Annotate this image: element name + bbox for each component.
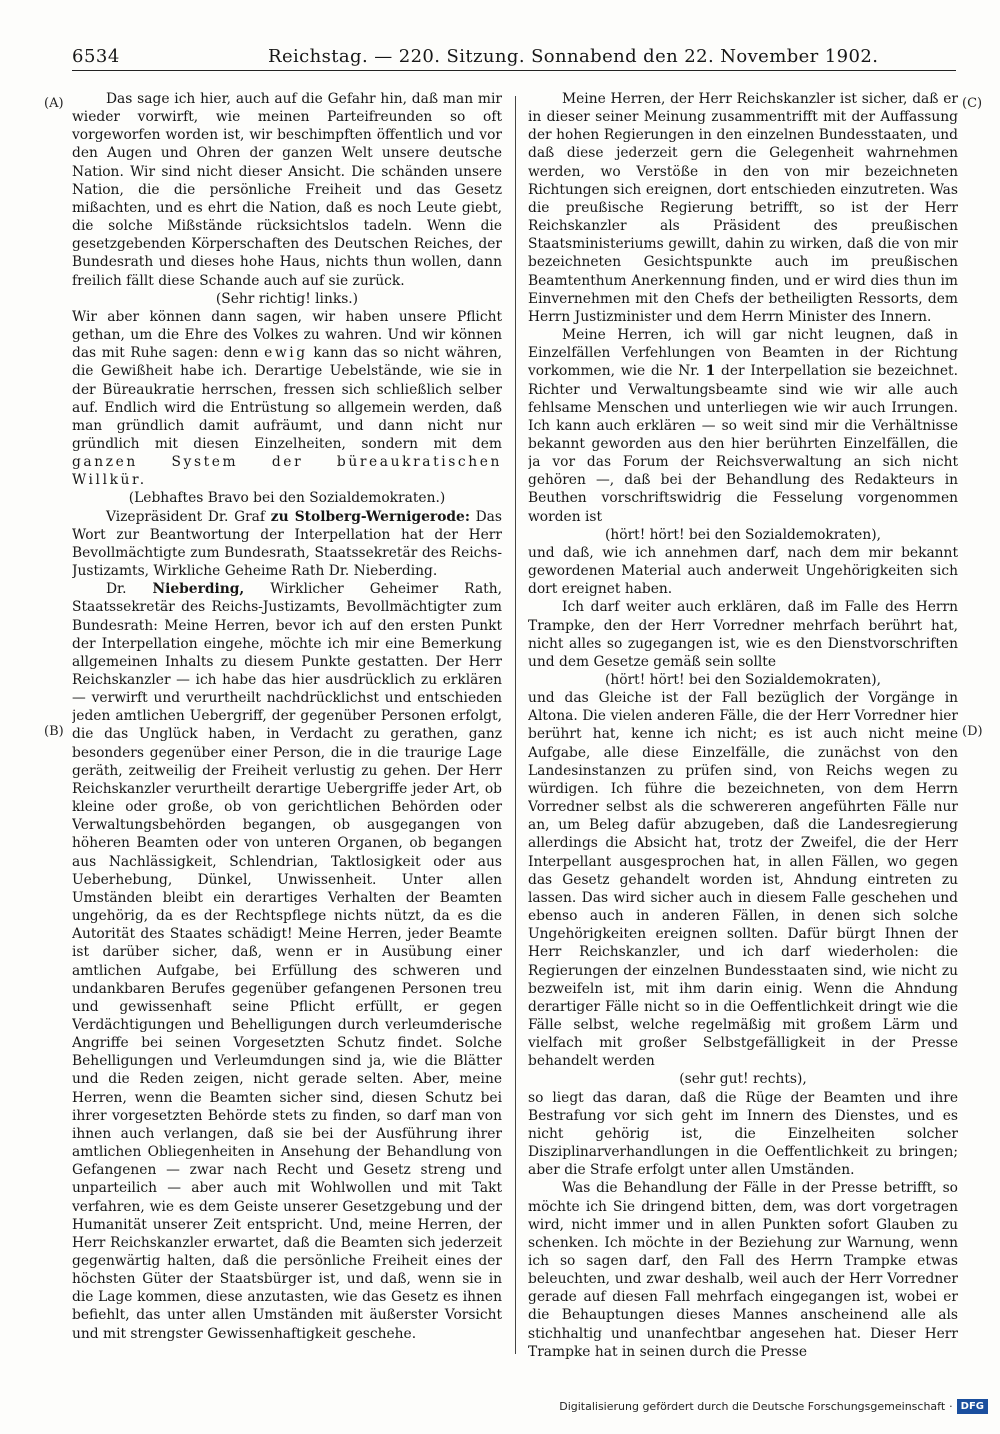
paragraph: Meine Herren, der Herr Reichskanzler ist sicher, daß er in dieser seiner Meinung zusammentrifft mit der Auffassung der hohen Regierungen in den einzelnen Bundesstaaten, und daß diese jederzeit gern die Gelegenheit wahrnehmen werden, wo Verstöße in den von mir bezeichneten Richtungen sich ereignen, dort entschieden einzutreten. Was die preußische Regierung betrifft, so ist der Herr Reichskanzler als Präsident des preußischen Staatsministeriums gewillt, dahin zu wirken, daß die von mir bezeichneten Gesichtspunkte auch im preußischen Beamtenthum Anerkennung finden, und er wird dies thun im Einvernehmen mit den Chefs der betheiligten Ressorts, dem Herrn Justizminister und dem Herrn Minister des Innern. (528, 91, 958, 325)
paragraph (72, 508, 502, 581)
margin-marker-d: (D) (962, 724, 983, 739)
paragraph (528, 326, 958, 526)
paragraph: und das Gleiche ist der Fall bezüglich der Vorgänge in Altona. Die vielen anderen Fälle, die der Herr Vorredner hier berührt hat, kenne ich nicht; es ist auch nicht meine Aufgabe, alle diese Einzelfälle, die zunächst von den Landesinstanzen zu prüfen sind, von Reichs wegen zu würdigen. Ich führe die bezeichneten, von dem Herrn Vorredner selbst als die schwereren angeführten Fälle nur an, um Beleg dafür abzugeben, daß die Landesregierung allerdings die Absicht hat, trotz der Zweifel, die der Herr Interpellant ausgesprochen hat, in allen Fällen, wo gegen das Gesetz gehandelt worden ist, Ahndung eintreten zu lassen. Das wird sicher auch in diesem Falle geschehen und ebenso auch in anderen Fällen, in denen sich solche Ungehörigkeiten ereignen sollten. Dafür bürgt Ihnen der Herr Reichskanzler, und ich darf wiederholen: die Regierungen der einzelnen Bundesstaaten sind, wie nicht zu bezweifeln ist, mit ihm darin einig. Wenn die Ahndung derartiger Fälle nicht so in die Oeffentlichkeit dringt wie die Fälle selbst, welche regelmäßig mit großem Lärm und vielfach mit großer Selbstgefälligkeit in der Presse behandelt werden (528, 690, 958, 1070)
speaker-name: Nieberding, (152, 581, 245, 598)
paragraph: Was die Behandlung der Fälle in der Presse betrifft, so möchte ich Sie dringend bitten, dem, was dort vorgetragen wird, nicht immer und in allen Punkten sofort Glauben zu schenken. Ich möchte in der Beziehung zur Warnung, wenn ich so sagen darf, den Fall des Herrn Trampke etwas beleuchten, und zwar deshalb, weil auch der Herr Vorredner gerade auf diesen Fall mehrfach eingegangen ist, wobei er die Behauptungen dieses Mannes anscheinend alle als stichhaltig und unanfechtbar angesehen hat. Dieser Herr Trampke hat in seinen durch die Presse (528, 1180, 958, 1360)
running-head-title: Reichstag. — 220. Sitzung. Sonnabend den 22. November 1902. (268, 46, 879, 67)
spaced-emphasis: ewig (264, 345, 308, 362)
bold-number: 1 (705, 363, 716, 380)
interjection: (hört! hört! bei den Sozialdemokraten), (605, 526, 881, 543)
text-run: Vizepräsident Dr. Graf (106, 508, 271, 525)
column-divider (515, 96, 516, 1354)
text-run: Wirklicher Geheimer Rath, Staatssekretär des Reichs-Justizamts, Bevollmächtigter zum Bundesrath: Meine Herren, bevor ich auf den ersten Punkt der Interpellation eingehe, möchte ich mir eine Bemerkung allgemeinen Inhalts zu diesem Punkte gestatten. Der Herr Reichskanzler — ich habe das hier ausdrücklich zu erklären — verwirft und verurtheilt nachdrücklichst und entschieden jeden amtlichen Uebergriff, der gegenüber Personen erfolgt, die das Unglück haben, in Verdacht zu gerathen, ganz besonders gegenüber einer Person, die in die traurige Lage geräth, zeitweilig der Freiheit verlustig zu gehen. Der Herr Reichskanzler verurtheilt derartige Uebergriffe jeder Art, ob kleine oder große, ob von gerichtlichen Behörden oder Verwaltungsbehörden begangen, ob ausgegangen von höheren Beamten oder von unteren Organen, ob begangen aus Nachlässigkeit, Schlendrian, Taktlosigkeit oder aus Ueberhebung, Dünkel, Unwissenheit. Unter allen Umständen bleibt ein derartiges Verhalten der Beamten ungehörig, da es der Rechtspflege nichts nützt, da es die Autorität des Staates schädigt! Meine Herren, jeder Beamte ist darüber sicher, daß, wenn er in Ausübung einer amtlichen Aufgabe, bei Erfüllung des schweren und undankbaren Berufes gegenüber gefangenen Personen treu und gewissenhaft seine Pflicht erfüllt, er gegen Verdächtigungen und Behelligungen durch verleumderische Angriffe bei seinen Vorgesetzten Schutz findet. Solche Behelligungen und Verleumdungen sind ja, wie die Blätter und die Reden zeigen, nicht gerade selten. Aber, meine Herren, wenn die Beamten sicher sind, diesen Schutz bei ihrer vorgesetzten Behörde stets zu finden, so darf man von ihnen auch verlangen, daß sie bei der Ausführung ihrer amtlichen Obliegenheiten in Ansehung der Behandlung von Gefangenen — zwar nach Recht und Gesetz streng und unparteilich — aber auch mit Wohlwollen und mit Takt verfahren, wie es dem Geiste unserer Gesetzgebung und der Humanität unserer Zeit entspricht. Und, meine Herren, der Herr Reichskanzler erwartet, daß die Beamten sich jederzeit gegenwärtig halten, daß die persönliche Freiheit eines der höchsten Güter der Staatsbürger ist, und daß, wenn sie in die Lage kommen, diese anzutasten, wie das Gesetz es ihnen befiehlt, das unter allen Umständen mit äußerster Vorsicht und mit strengster Gewissenhaftigkeit geschehe. (72, 581, 502, 1342)
paragraph (72, 308, 502, 490)
text-run: Meine Herren, ich will gar nicht leugnen, daß in Einzelfällen Verfehlungen von Beamten in der Richtung vorkommen, wie die Nr. (528, 327, 958, 380)
interjection: (hört! hört! bei den Sozialdemokraten), (605, 672, 881, 688)
interjection: (sehr gut! rechts), (679, 1071, 807, 1088)
text-run: Dr. (106, 581, 153, 598)
speaker-name: zu Stolberg-Wernigerode: (270, 508, 470, 525)
interjection: (Lebhaftes Bravo bei den Sozialdemokraten.) (128, 490, 446, 507)
page-number: 6534 (72, 46, 120, 67)
text-run: kann das so nicht währen, die Gewißheit habe ich. Derartige Uebelstände, wie sie in der Büreaukratie herrschen, fressen sich schließlich selber auf. Endlich wird die Entrüstung so allgemein werden, daß man gründlich damit aufräumt, und dann nicht nur gründlich mit diesen Einzelheiten, sondern mit dem (72, 345, 502, 452)
right-column (528, 90, 958, 1360)
paragraph: und daß, wie ich annehmen darf, nach dem mir bekannt gewordenen Material auch anderweit Ungehörigkeiten sich dort ereignet haben. (528, 544, 958, 598)
margin-marker-b: (B) (44, 724, 64, 739)
margin-marker-c: (C) (962, 96, 983, 111)
paragraph: Das sage ich hier, auch auf die Gefahr hin, daß man mir wieder vorwirft, wie meinen Parteifreunden so oft vorgeworfen worden ist, wir beschimpften öffentlich und vor den Augen und Ohren der ganzen Welt unsere deutsche Nation. Wir sind nicht dieser Ansicht. Die schänden unsere Nation, die die persönliche Freiheit und das Gesetz mißachten, und es ehrt die Nation, daß es noch Leute giebt, die solche Mißstände rücksichtslos tadeln. Wenn die gesetzgebenden Körperschaften des Deutschen Reiches, der Bundesrath und dieses hohe Haus, nichts thun wollen, dann freilich fällt diese Schande auch auf sie zurück. (72, 91, 502, 289)
text-run: Das Wort zur Beantwortung der Interpellation hat der Herr Bevollmächtigte zum Bundesrath, Staatssekretär des Reichs-Justizamts, Wirkliche Geheime Rath Dr. Nieberding. (72, 508, 502, 580)
paragraph: so liegt das daran, daß die Rüge der Beamten und ihre Bestrafung vor sich geht im Innern des Dienstes, und es nicht gehörig ist, die Einzelheiten solcher Disziplinarverhandlungen in die Oeffentlichkeit zu bringen; aber die Strafe erfolgt unter allen Umständen. (528, 1089, 958, 1179)
funding-footer (559, 1396, 988, 1416)
interjection: (Sehr richtig! links.) (215, 290, 359, 307)
running-header (72, 44, 956, 71)
left-column (72, 90, 502, 1360)
footer-text: Digitalisierung gefördert durch die Deutsche Forschungsgemeinschaft (559, 1399, 946, 1413)
margin-marker-a: (A) (44, 96, 64, 111)
dfg-logo: DFG (957, 1399, 988, 1414)
dot-separator: · (949, 1399, 953, 1413)
paragraph: Ich darf weiter auch erklären, daß im Falle des Herrn Trampke, den der Herr Vorredner mehrfach berührt hat, nicht alles so zugegangen ist, wie es den Dienstvorschriften und dem Gesetze gemäß sein sollte (528, 599, 958, 670)
spaced-emphasis: ganzen System der büreaukratischen Willkür. (72, 454, 502, 489)
text-run: Wir aber können dann sagen, wir haben unsere Pflicht gethan, um die Ehre des Volkes zu wahren. Und wir können das mit Ruhe sagen: denn (72, 308, 502, 362)
text-run: der Interpellation sie bezeichnet. Richter und Verwaltungsbeamte sind wie wir alle auch fehlsame Menschen und unterliegen wie wir auch Irrungen. Ich kann auch erklären — so weit sind mir die Verhältnisse bekannt geworden aus den hier berührten Einzelfällen, die ja vor das Forum der Reichsverwaltung an sich nicht gehören —, daß bei der Behandlung des Redakteurs in Beuthen vorschriftswidrig die Fesselung vorgenommen worden ist (528, 363, 958, 525)
paragraph (72, 580, 502, 1343)
